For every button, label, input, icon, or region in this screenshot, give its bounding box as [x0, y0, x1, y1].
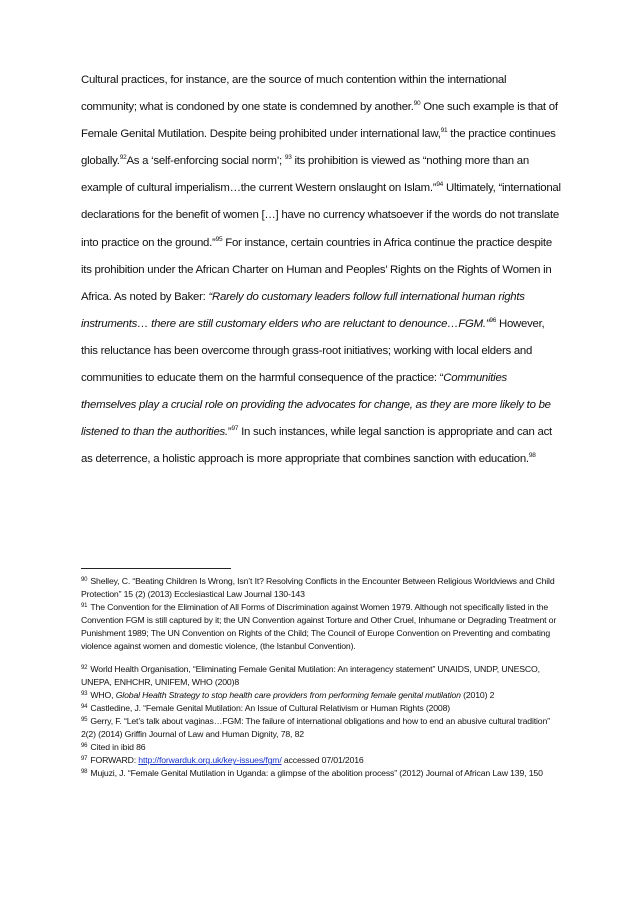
text-run: As a ‘self-enforcing social norm’;	[126, 155, 285, 168]
footnote-number: 90	[81, 577, 88, 583]
footnote-ref-95: 95	[215, 235, 223, 243]
footnote-ref-91: 91	[440, 127, 448, 135]
footnote-text: accessed 07/01/2016	[281, 755, 364, 766]
text-run: the practice continues globally.	[81, 128, 556, 168]
footnote-ref-93: 93	[284, 154, 292, 162]
footnote-number: 96	[81, 743, 88, 750]
footnote-number: 98	[81, 769, 88, 776]
footnote-number: 93	[81, 690, 88, 697]
footnote-number: 94	[81, 703, 88, 710]
footnote-number: 91	[81, 603, 88, 610]
footnote-number: 97	[81, 756, 88, 763]
text-run: For instance, certain countries in Africa continue the practice despite its prohibition under the African Charter on Human and Peoples’ Rights on the Rights of Women in Africa. As noted by Baker:	[81, 236, 552, 303]
footnote-92	[81, 663, 565, 689]
footnote-98	[81, 767, 565, 780]
footnote-text: (2010) 2	[460, 689, 495, 700]
footnote-97	[81, 754, 565, 767]
footnote-text: Gerry, F. “Let’s talk about vaginas…FGM: The failure of international obligations and how to end an abusive cultural tradition” 2(2) (2014) Griffin Journal of Law and Human Dignity, 78, 82	[81, 715, 550, 740]
text-run: its prohibition is viewed as “nothing more than an example of cultural imperialism…the current Western onslaught on Islam.”	[81, 155, 529, 195]
footnotes-section	[81, 575, 565, 780]
footnote-ref-96: 96	[489, 316, 497, 324]
text-run: However, this reluctance has been overcome through grass-root initiatives; working with local elders and communities to educate them on the harmful consequence of the practice: “	[81, 317, 545, 385]
footnote-text: Shelley, C. “Beating Children Is Wrong, Isn’t It? Resolving Conflicts in the Encounter Between Religious Worldviews and Child Protection” 15 (2) (2013) Ecclesiastical Law Journal 130-143	[81, 576, 555, 600]
footnote-text: Cited in ibid 86	[90, 742, 146, 753]
forward-link[interactable]: http://forwarduk.org.uk/key-issues/fgm/	[138, 755, 282, 766]
footnote-text: FORWARD:	[90, 755, 139, 766]
footnote-96	[81, 741, 565, 754]
footnote-94	[81, 702, 565, 715]
footnote-text: WHO,	[90, 689, 116, 700]
text-run: One such example is that of Female Genital Mutilation. Despite being prohibited under international law,	[81, 101, 558, 141]
footnote-ref-90: 90	[413, 100, 421, 108]
footnote-number: 92	[81, 664, 88, 671]
footnote-95	[81, 715, 565, 741]
body-paragraph	[81, 67, 561, 473]
footnote-91	[81, 601, 565, 653]
footnote-title: Global Health Strategy to stop health care providers from performing female genital mutilation	[115, 689, 461, 700]
footnote-text: The Convention for the Elimination of All Forms of Discrimination against Women 1979. Although not specifically listed in the Convention FGM is still captured by it; the UN Convention against Torture and Other Cruel, Inhumane or Degrading Treatment or Punishment 1989; The UN Convention on Rights of the Child; The Council of Europe Convention on Preventing and combating violence against women and domestic violence, (the Istanbul Convention).	[81, 602, 557, 652]
footnote-ref-97: 97	[231, 425, 239, 433]
footnote-text: World Health Organisation, “Eliminating Female Genital Mutilation: An interagency statement” UNAIDS, UNDP, UNESCO, UNEPA, ENHCHR, UNIFEM, WHO (200)8	[81, 663, 540, 687]
footnote-number: 95	[81, 716, 88, 723]
text-run: In such instances, while legal sanction is appropriate and can act as deterrence, a holistic approach is more appropriate that combines sanction with education.	[81, 426, 552, 466]
text-run: Ultimately, “international declarations for the benefit of women […] have no currency whatsoever if the words do not translate into practice on the ground.”	[81, 182, 561, 249]
footnote-93	[81, 689, 565, 702]
footnote-ref-92: 92	[119, 154, 127, 162]
quote-baker: “Rarely do customary leaders follow full international human rights instruments… there are still customary elders who are reluctant to denounce…FGM.”	[81, 290, 525, 330]
footnote-text: Mujuzi, J. “Female Genital Mutilation in Uganda: a glimpse of the abolition process” (2012) Journal of African Law 139, 150	[90, 768, 543, 779]
footnote-ref-98: 98	[528, 452, 536, 460]
footnote-text: Castledine, J. “Female Genital Mutilation: An Issue of Cultural Relativism or Human Rights (2008)	[90, 702, 451, 713]
footnote-90	[81, 575, 565, 601]
text-run: ”	[227, 426, 232, 439]
paragraph-text	[81, 67, 561, 473]
footnote-ref-94: 94	[436, 181, 444, 189]
footnote-separator	[81, 568, 231, 569]
text-run: Cultural practices, for instance, are the source of much contention within the international community; what is condoned by one state is condemned by another.	[81, 74, 507, 114]
quote-communities: Communities themselves play a crucial role on providing the advocates for change, as they are more likely to be listened to than the authorities.	[81, 372, 551, 439]
